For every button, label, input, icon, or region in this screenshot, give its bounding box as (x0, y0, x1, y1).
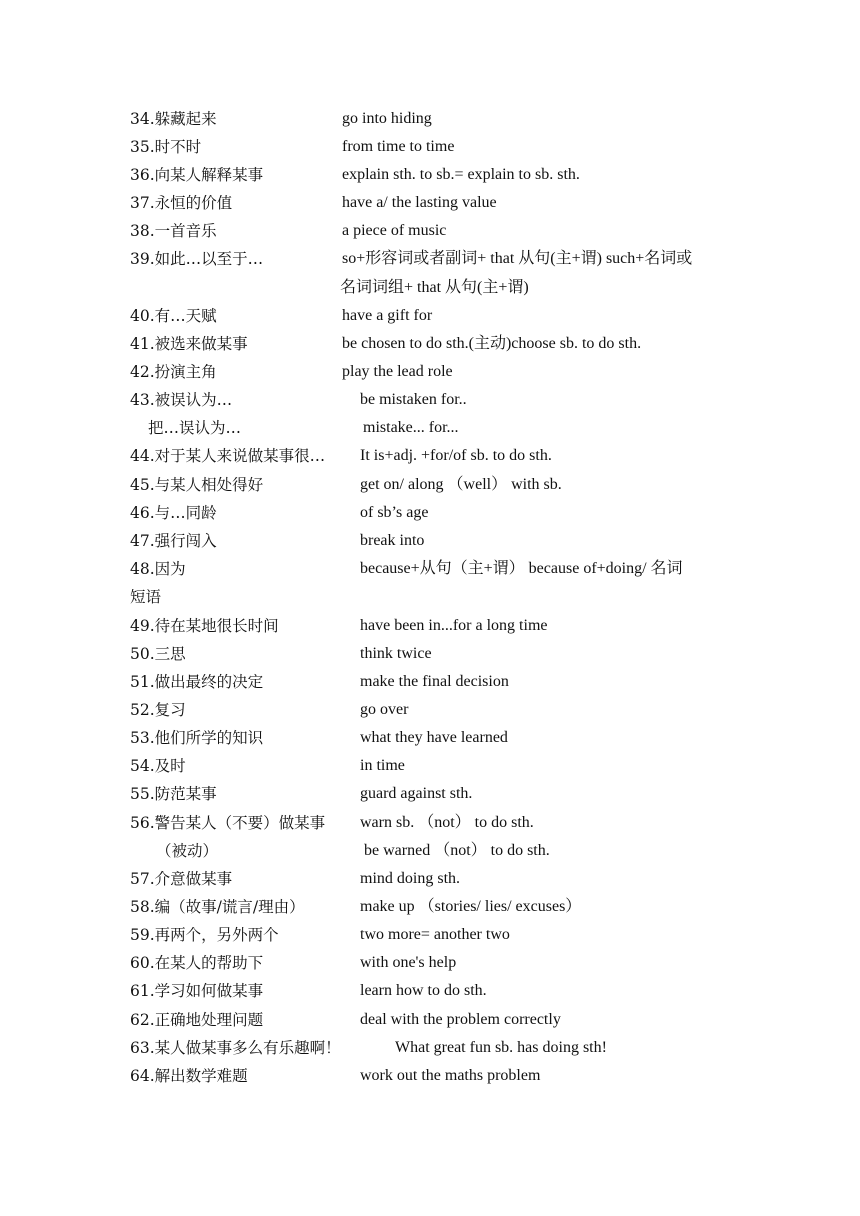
chinese-term: 50.三思 (130, 645, 186, 663)
chinese-term: 51.做出最终的决定 (130, 673, 264, 691)
chinese-term: 61.学习如何做某事 (130, 982, 264, 1000)
list-item (0, 416, 860, 444)
english-phrase: warn sb. （not） to do sth. (360, 814, 534, 831)
chinese-term: 56.警告某人（不要）做某事 (130, 814, 326, 832)
chinese-term: 46.与…同龄 (130, 504, 217, 522)
english-phrase: mind doing sth. (360, 870, 461, 887)
english-phrase: have a gift for (342, 307, 433, 324)
english-phrase: in time (360, 757, 405, 774)
english-phrase: make the final decision (360, 673, 509, 690)
chinese-term: 36.向某人解释某事 (130, 166, 264, 184)
list-item (0, 670, 860, 698)
list-item (0, 895, 860, 923)
chinese-term: 44.对于某人来说做某事很… (130, 447, 326, 465)
list-item (0, 163, 860, 191)
list-item (0, 782, 860, 810)
list-item (0, 1036, 860, 1064)
english-phrase: guard against sth. (360, 785, 473, 802)
english-phrase: mistake... for... (363, 419, 459, 436)
chinese-term: 53.他们所学的知识 (130, 729, 264, 747)
english-phrase: have a/ the lasting value (342, 194, 497, 211)
chinese-term: 60.在某人的帮助下 (130, 954, 264, 972)
chinese-term: 58.编（故事/谎言/理由） (130, 898, 305, 916)
chinese-term: 52.复习 (130, 701, 186, 719)
english-phrase: be warned （not） to do sth. (364, 842, 550, 859)
list-item (0, 360, 860, 388)
chinese-term: 41.被选来做某事 (130, 335, 248, 353)
chinese-term: 48.因为 (130, 560, 186, 578)
list-item (0, 867, 860, 895)
chinese-term: 49.待在某地很长时间 (130, 617, 279, 635)
chinese-term: 短语 (130, 588, 162, 606)
english-phrase: have been in...for a long time (360, 617, 548, 634)
english-phrase: get on/ along （well） with sb. (360, 476, 562, 493)
list-item (0, 219, 860, 247)
chinese-term: 37.永恒的价值 (130, 194, 233, 212)
chinese-term: 59.再两个，另外两个 (130, 926, 279, 944)
list-item (0, 979, 860, 1007)
chinese-term: 38.一首音乐 (130, 222, 217, 240)
english-phrase: learn how to do sth. (360, 982, 487, 999)
english-phrase: what they have learned (360, 729, 508, 746)
english-phrase: 名词词组+ that 从句(主+谓) (340, 279, 529, 296)
chinese-term: 40.有…天赋 (130, 307, 217, 325)
chinese-term: 34.躲藏起来 (130, 110, 217, 128)
english-phrase: of sb’s age (360, 504, 429, 521)
list-item (0, 276, 860, 304)
chinese-term: 47.强行闯入 (130, 532, 217, 550)
chinese-term: 把…误认为… (148, 419, 242, 437)
list-item (0, 135, 860, 163)
list-item (0, 951, 860, 979)
english-phrase: It is+adj. +for/of sb. to do sth. (360, 447, 552, 464)
chinese-term: 55.防范某事 (130, 785, 217, 803)
list-item (0, 247, 860, 275)
list-item (0, 698, 860, 726)
list-item (0, 107, 860, 135)
english-phrase: make up （stories/ lies/ excuses） (360, 898, 582, 915)
chinese-term: 45.与某人相处得好 (130, 476, 264, 494)
english-phrase: explain sth. to sb.= explain to sb. sth. (342, 166, 580, 183)
list-item (0, 811, 860, 839)
english-phrase: from time to time (342, 138, 455, 155)
chinese-term: 54.及时 (130, 757, 186, 775)
list-item (0, 332, 860, 360)
list-item (0, 754, 860, 782)
english-phrase: go over (360, 701, 409, 718)
list-item (0, 444, 860, 472)
list-item (0, 501, 860, 529)
english-phrase: go into hiding (342, 110, 432, 127)
list-item (0, 839, 860, 867)
english-phrase: think twice (360, 645, 432, 662)
chinese-term: 57.介意做某事 (130, 870, 233, 888)
list-item (0, 1064, 860, 1092)
chinese-term: 43.被误认为… (130, 391, 233, 409)
chinese-term: 39.如此…以至于… (130, 250, 264, 268)
english-phrase: because+从句（主+谓） because of+doing/ 名词 (360, 560, 683, 577)
list-item (0, 923, 860, 951)
english-phrase: a piece of music (342, 222, 447, 239)
list-item (0, 726, 860, 754)
english-phrase: work out the maths problem (360, 1067, 541, 1084)
list-item (0, 585, 860, 613)
english-phrase: break into (360, 532, 425, 549)
english-phrase: with one's help (360, 954, 457, 971)
list-item (0, 304, 860, 332)
english-phrase: deal with the problem correctly (360, 1011, 561, 1028)
english-phrase: two more= another two (360, 926, 510, 943)
chinese-term: 64.解出数学难题 (130, 1067, 248, 1085)
chinese-term: 62.正确地处理问题 (130, 1011, 264, 1029)
english-phrase: What great fun sb. has doing sth! (395, 1039, 607, 1056)
chinese-term: 35.时不时 (130, 138, 202, 156)
list-item (0, 529, 860, 557)
chinese-term: 63.某人做某事多么有乐趣啊！ (130, 1039, 341, 1057)
english-phrase: play the lead role (342, 363, 453, 380)
list-item (0, 1008, 860, 1036)
chinese-term: （被动） (156, 842, 219, 860)
english-phrase: be chosen to do sth.(主动)choose sb. to do sth. (342, 335, 642, 352)
english-phrase: be mistaken for.. (360, 391, 467, 408)
list-item (0, 614, 860, 642)
list-item (0, 642, 860, 670)
chinese-term: 42.扮演主角 (130, 363, 217, 381)
list-item (0, 557, 860, 585)
list-item (0, 191, 860, 219)
list-item (0, 388, 860, 416)
english-phrase: so+形容词或者副词+ that 从句(主+谓) such+名词或 (342, 250, 693, 267)
list-item (0, 473, 860, 501)
